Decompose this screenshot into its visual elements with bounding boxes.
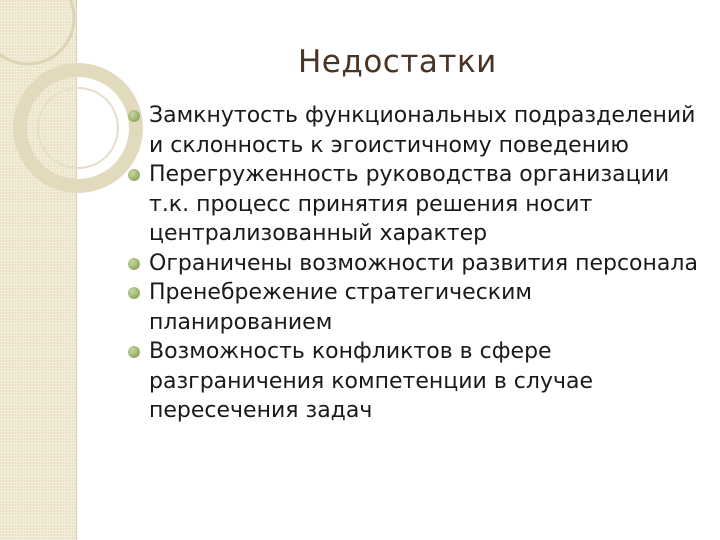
bullet-text: Пренебрежение стратегическим планированием (149, 280, 532, 335)
bullet-dot-icon (128, 258, 140, 270)
bullet-dot-icon (128, 346, 140, 358)
bullet-text: Перегруженность руководства организации т.к. процесс принятия решения носит централизованный характер (149, 162, 670, 246)
decorative-ring-inner (38, 88, 118, 168)
bullet-text: Ограничены возможности развития персонала (149, 250, 698, 276)
bullet-text: Возможность конфликтов в сфере разграничения компетенции в случае пересечения задач (149, 339, 593, 423)
bullet-item (128, 160, 698, 249)
bullet-item (128, 249, 698, 279)
bullet-list (128, 101, 698, 426)
bullet-dot-icon (128, 169, 140, 181)
bullet-item (128, 101, 698, 160)
bullet-text: Замкнутость функциональных подразделений и склонность к эгоистичному поведению (149, 103, 696, 158)
slide-title: Недостатки (298, 44, 497, 80)
decorative-circle-top (0, 0, 74, 64)
bullet-dot-icon (128, 110, 140, 122)
bullet-item (128, 278, 698, 337)
bullet-dot-icon (128, 287, 140, 299)
bullet-item (128, 337, 698, 426)
